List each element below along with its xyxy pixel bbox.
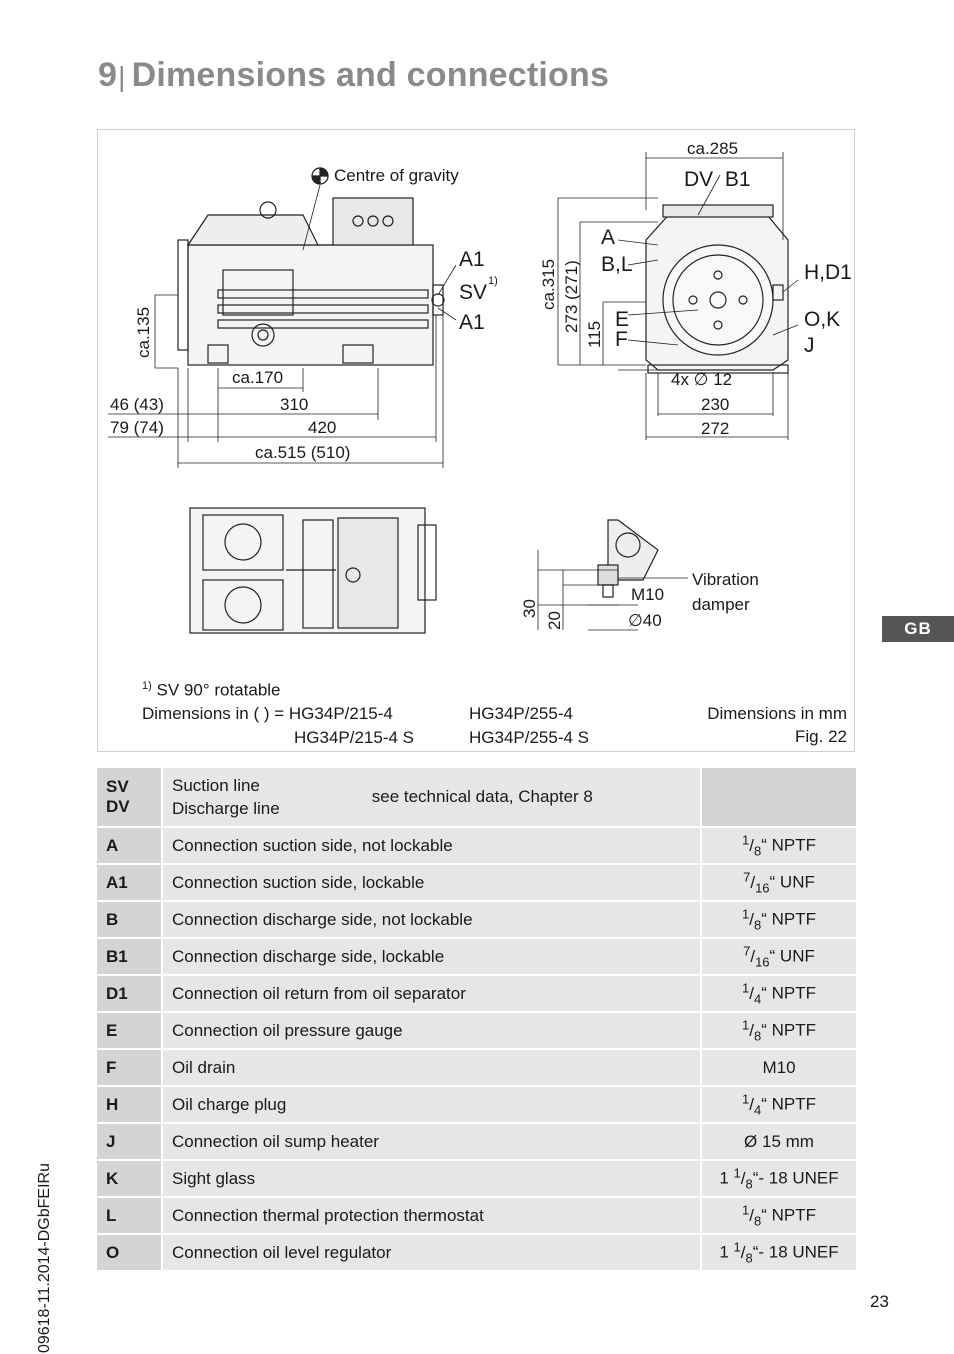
value-denominator: 8 [753,917,762,933]
value-numerator: 1 [742,1091,750,1107]
dim-46: 46 (43) [110,395,164,414]
value-denominator: 8 [745,1176,753,1192]
value-fraction: $^1/_8$ [742,1202,762,1229]
value-fraction: $^1/_8$ [733,1239,753,1266]
connection-size [702,1198,856,1233]
connection-size [702,828,856,863]
table-row [97,1124,856,1159]
value-denominator: 8 [745,1250,753,1266]
page-number: 23 [870,1292,889,1311]
connection-code: A1 [97,865,163,900]
value-numerator: 1 [742,906,750,922]
value-prefix: 1 [719,1243,734,1263]
label-a1-top: A1 [459,248,485,271]
connection-description: Connection thermal protection thermostat [163,1198,702,1233]
chapter-title: Dimensions and connections [131,56,610,94]
document-code [36,973,54,1354]
model-255: HG34P/255-4 [469,704,573,723]
header-description [163,768,702,826]
label-f: F [615,328,628,351]
connection-size [702,1124,856,1159]
value-denominator: 8 [753,843,762,859]
dim-ca315: ca.315 [539,258,558,310]
table-row [97,1050,856,1085]
value-numerator: 1 [742,980,750,996]
table-header-row [97,768,856,826]
dim-ca285: ca.285 [687,139,739,158]
value-suffix: “ NPTF [761,1095,816,1115]
value-suffix: “ UNF [769,947,815,967]
connection-code: A [97,828,163,863]
value-numerator: 7 [743,869,751,885]
model-255-s: HG34P/255-4 S [469,728,590,747]
label-h-d1: H,D1 [804,261,852,284]
connections-table [97,766,856,1272]
header-discharge-line: Discharge line [172,799,280,818]
header-value [702,768,856,826]
connection-size [702,976,856,1011]
table-row [97,828,856,863]
value-numerator: 1 [733,1165,741,1181]
value-denominator: 8 [753,1213,762,1229]
value-fraction: $^7/_{16}$ [743,869,770,896]
value-denominator: 4 [753,1102,762,1118]
connection-description: Connection oil sump heater [163,1124,702,1159]
header-see-note: see technical data, Chapter 8 [371,787,593,806]
label-o-k: O,K [804,308,841,331]
value-denominator: 16 [755,880,770,896]
value-numerator: 1 [733,1239,741,1255]
top-view-drawing [190,508,436,633]
connection-code: B [97,902,163,937]
connection-code: L [97,1198,163,1233]
label-a1-bottom: A1 [459,311,485,334]
damper-dim-20: 20 [545,611,564,630]
connection-size [702,1050,856,1085]
table-row [97,1198,856,1233]
connection-description: Connection oil level regulator [163,1235,702,1270]
document-code-text: 09618-11.2014-DGbFEIRu [36,1163,53,1354]
units-note: Dimensions in mm [707,704,847,723]
footnote-text: SV 90° rotatable [156,680,281,700]
damper-thread: M10 [631,585,665,604]
connection-code: B1 [97,939,163,974]
value-suffix: “- 18 UNEF [752,1243,839,1263]
connection-description: Sight glass [163,1161,702,1196]
value-numerator: 1 [742,1017,750,1033]
table-row [97,1235,856,1270]
value-suffix: “ NPTF [761,836,816,856]
value-fraction: $^1/_8$ [742,1017,762,1044]
connection-description: Connection suction side, not lockable [163,828,702,863]
value-suffix: “ NPTF [761,1021,816,1041]
connection-description: Connection oil pressure gauge [163,1013,702,1048]
dim-230: 230 [701,395,730,414]
label-b-l: B,L [601,253,633,276]
dim-272: 272 [701,419,730,438]
dim-115: 115 [585,320,604,348]
header-code-dv: DV [106,797,130,816]
connection-code: O [97,1235,163,1270]
value-fraction: $^1/_8$ [742,906,762,933]
connection-size [702,1013,856,1048]
dim-515: ca.515 (510) [255,443,351,462]
value-suffix: “ NPTF [761,910,816,930]
table-row [97,1087,856,1122]
dim-310: 310 [280,395,309,414]
label-e: E [615,308,630,331]
connection-size [702,1161,856,1196]
header-codes [97,768,163,826]
connection-description: Connection discharge side, lockable [163,939,702,974]
value-fraction: $^1/_8$ [733,1165,753,1192]
table-row [97,865,856,900]
header-code-sv: SV [106,777,129,796]
language-tab-gb: GB [882,616,954,642]
connection-size [702,1087,856,1122]
label-dv-b1: DV B1 [684,168,751,191]
value-prefix: 1 [719,1169,734,1189]
value-numerator: 1 [742,832,750,848]
value-denominator: 16 [755,954,770,970]
value-fraction: $^1/_8$ [742,832,762,859]
value-suffix: Ø 15 mm [744,1131,814,1151]
dim-ca170: ca.170 [232,368,284,387]
front-view-drawing [646,205,788,373]
value-suffix: “ UNF [769,873,815,893]
dimension-figure [97,129,855,752]
connection-description: Oil charge plug [163,1087,702,1122]
table-row [97,1161,856,1196]
connection-description: Connection suction side, lockable [163,865,702,900]
footnote [142,680,281,701]
connection-size [702,902,856,937]
connection-code: K [97,1161,163,1196]
damper-label-line2: damper [692,595,750,614]
value-suffix: “ NPTF [761,1206,816,1226]
table-row [97,902,856,937]
value-fraction: $^7/_{16}$ [743,943,770,970]
value-fraction: $^1/_4$ [742,1091,762,1118]
damper-label-line1: Vibration [692,570,759,589]
label-sv: SV [459,281,488,304]
title-separator: | [118,61,126,92]
table-row [97,939,856,974]
model-215-s: HG34P/215-4 S [294,728,415,747]
dimensions-note: Dimensions in ( ) = HG34P/215-4 [142,704,393,723]
damper-diameter: ∅40 [628,611,662,630]
value-numerator: 7 [743,943,751,959]
value-numerator: 1 [742,1202,750,1218]
value-denominator: 4 [753,991,762,1007]
page-title [98,56,609,95]
label-j: J [804,334,815,357]
dim-holes: 4x ∅ 12 [671,370,733,389]
dimension-drawing [98,130,856,753]
table-row [97,1013,856,1048]
header-suction-line: Suction line [172,776,260,795]
dim-79: 79 (74) [110,418,164,437]
value-denominator: 8 [753,1028,762,1044]
label-sv-footnote: 1) [488,275,498,287]
side-view-drawing [178,198,444,365]
chapter-number: 9 [98,56,118,94]
damper-dim-30: 30 [520,599,539,618]
connection-description: Connection oil return from oil separator [163,976,702,1011]
connection-code: F [97,1050,163,1085]
dim-ca135: ca.135 [134,306,153,358]
value-suffix: “- 18 UNEF [752,1169,839,1189]
figure-caption: Fig. 22 [795,727,847,746]
label-a: A [601,226,616,249]
connection-description: Connection discharge side, not lockable [163,902,702,937]
dim-420: 420 [308,418,337,437]
table-row [97,976,856,1011]
connection-size [702,1235,856,1270]
value-suffix: “ NPTF [761,984,816,1004]
connection-code: E [97,1013,163,1048]
value-suffix: M10 [762,1057,796,1077]
connection-size [702,865,856,900]
connection-code: D1 [97,976,163,1011]
value-fraction: $^1/_4$ [742,980,762,1007]
connection-code: J [97,1124,163,1159]
connection-description: Oil drain [163,1050,702,1085]
connection-code: H [97,1087,163,1122]
footnote-mark: 1) [142,680,152,692]
connection-size [702,939,856,974]
centre-of-gravity-label: Centre of gravity [334,166,459,185]
dim-273: 273 (271) [562,260,581,333]
